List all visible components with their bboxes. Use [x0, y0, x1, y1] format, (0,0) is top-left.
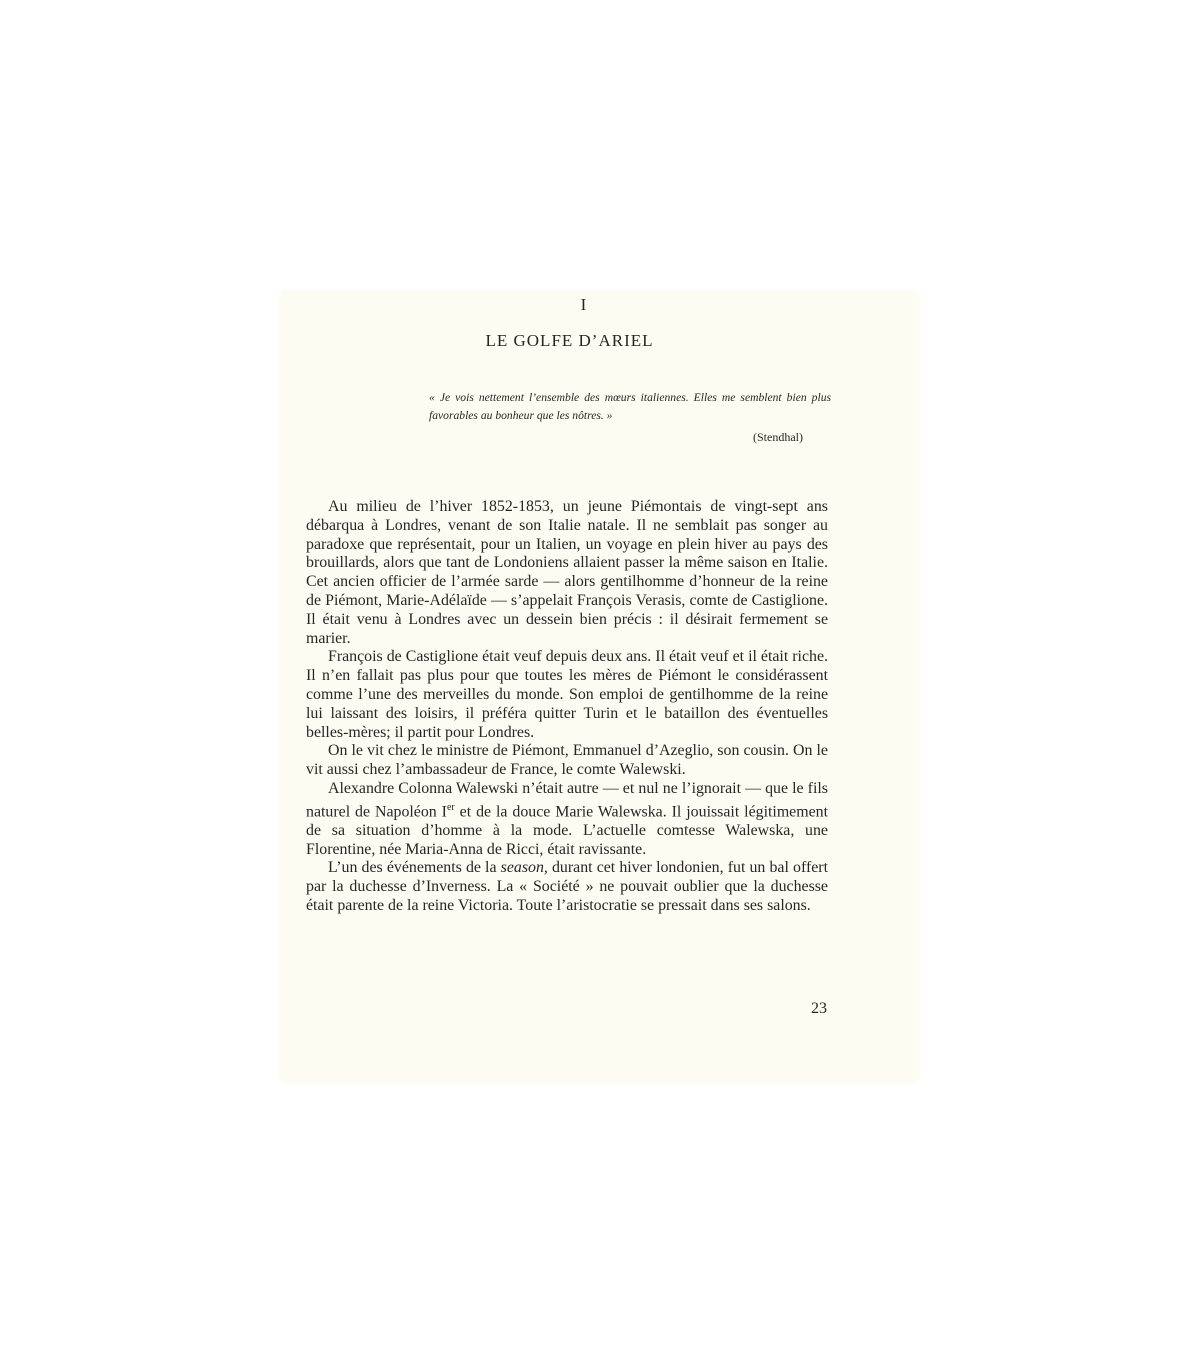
book-page — [283, 293, 916, 1080]
paragraph-text: Alexandre Colonna Walewski n’était autre — et nul ne l’ignorait — que le fils naturel de Napoléon I — [306, 779, 828, 821]
paragraph: On le vit chez le ministre de Piémont, Emmanuel d’Azeglio, son cousin. On le vit aussi chez l’ambassadeur de France, le comte Walewski. — [306, 742, 828, 779]
epigraph-source: (Stendhal) — [753, 430, 803, 444]
italic-word: season, — [500, 859, 548, 877]
paragraph-text: L’un des événements de la — [328, 859, 501, 877]
body-text — [306, 498, 828, 916]
paragraph — [306, 780, 828, 859]
paragraph: François de Castiglione était veuf depuis deux ans. Il était veuf et il était riche. Il n’en fallait pas plus pour que toutes les mères de Piémont le considérassent comme l’une des merveilles du monde. Son emploi de gentilhomme de la reine lui laissant des loisirs, il préféra quitter Turin et le bataillon des éventuelles belles-mères; il partit pour Londres. — [306, 648, 828, 741]
page-number: 23 — [811, 1000, 827, 1017]
chapter-title: LE GOLFE D’ARIEL — [485, 331, 654, 350]
paragraph-text: durant cet hiver londonien, fut un bal offert par la duchesse d’Inverness. La « Société » ne pouvait oublier que la duchesse était parente de la reine Victoria. Toute l’aristocratie se pressait dans ses salons. — [306, 859, 828, 915]
paragraph: Au milieu de l’hiver 1852-1853, un jeune Piémontais de vingt-sept ans débarqua à Londres, venant de son Italie natale. Il ne semblait pas songer au paradoxe que représentait, pour un Italien, un voyage en plein hiver au pays des brouillards, alors que tant de Londoniens allaient passer la même saison en Italie. Cet ancien officier de l’armée sarde — alors gentilhomme d’honneur de la reine de Piémont, Marie-Adélaïde — s’appelait François Verasis, comte de Castiglione. Il était venu à Londres avec un dessein bien précis : il désirait fermement se marier. — [306, 498, 828, 647]
paragraph — [306, 859, 828, 915]
paragraph-text: et de la douce Marie Walewska. Il jouissait légitimement de sa situation d’homme à la mode. L’actuelle comtesse Walewska, une Florentine, née Maria-Anna de Ricci, était ravissante. — [306, 803, 829, 858]
epigraph-quote: « Je vois nettement l’ensemble des mœurs italiennes. Elles me semblent bien plus favorables au bonheur que les nôtres. » — [429, 391, 831, 422]
chapter-number: I — [580, 295, 587, 314]
superscript: er — [446, 801, 455, 813]
